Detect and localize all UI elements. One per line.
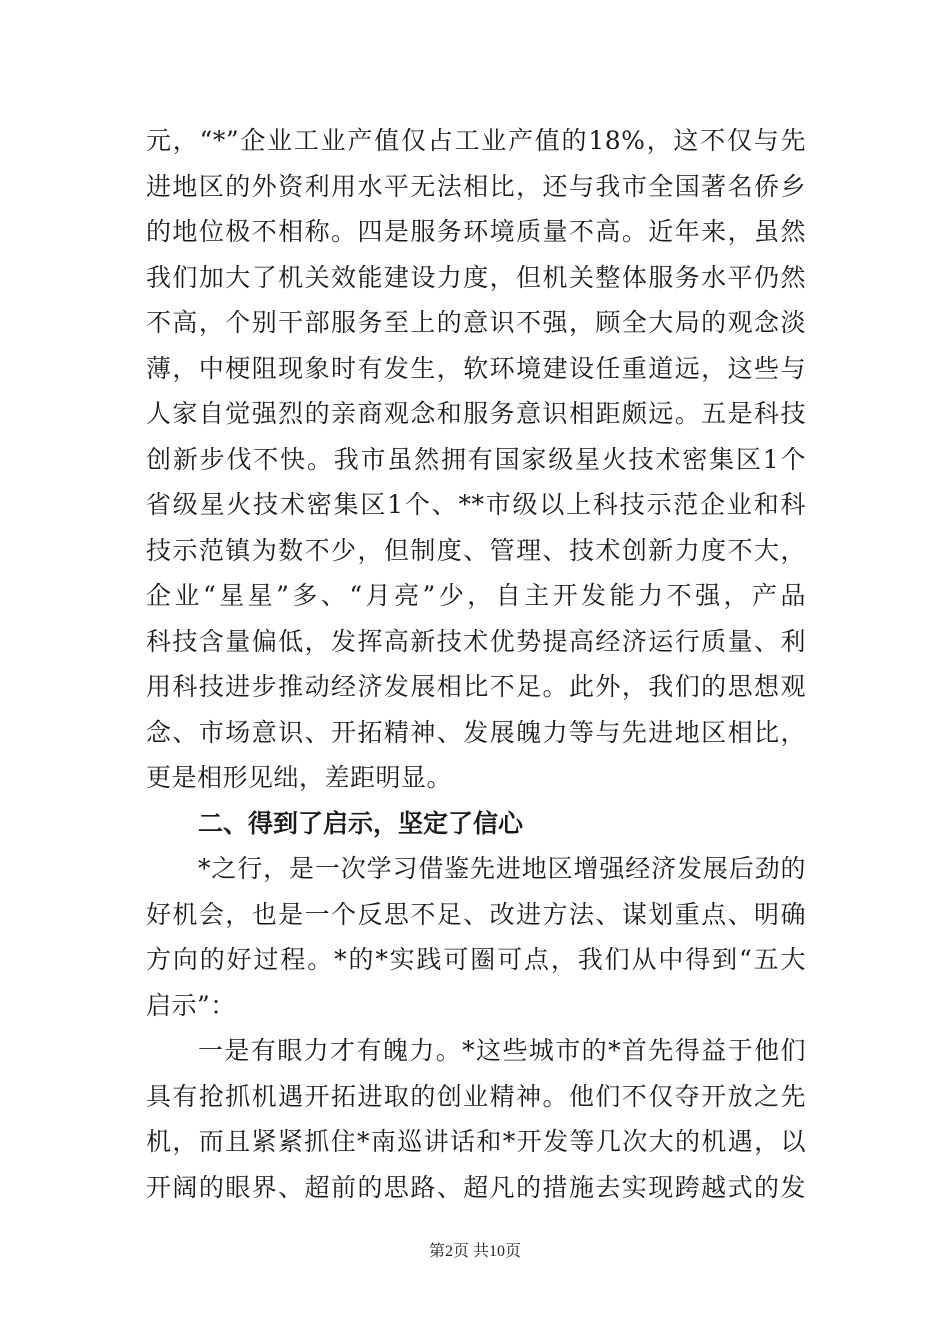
text-line: 技示范镇为数不少，但制度、管理、技术创新力度不大，	[146, 535, 806, 565]
text-line: 薄，中梗阻现象时有发生，软环境建设任重道远，这些与	[146, 353, 806, 383]
text-line: 具有抢抓机遇开拓进取的创业精神。他们不仅夺开放之先	[146, 1081, 806, 1111]
text-line: *之行，是一次学习借鉴先进地区增强经济发展后劲的	[198, 854, 806, 883]
text-line: 创新步伐不快。我市虽然拥有国家级星火技术密集区1个	[146, 444, 806, 474]
text-line: 好机会，也是一个反思不足、改进方法、谋划重点、明确	[146, 899, 806, 929]
text-line: 用科技进步推动经济发展相比不足。此外，我们的思想观	[146, 672, 806, 701]
text-line: 启示”：	[146, 990, 236, 1020]
page-number-footer: 第2页 共10页	[428, 1243, 521, 1260]
text-line: 元，“*”企业工业产值仅占工业产值的18%，这不仅与先	[146, 126, 806, 155]
document-body	[146, 118, 806, 1210]
text-line: 开阔的眼界、超前的思路、超凡的措施去实现跨越式的发	[146, 1172, 806, 1202]
text-line: 我们加大了机关效能建设力度，但机关整体服务水平仍然	[146, 262, 806, 292]
text-line: 一是有眼力才有魄力。*这些城市的*首先得益于他们	[198, 1036, 806, 1065]
text-line: 不高，个别干部服务至上的意识不强，顾全大局的观念淡	[146, 308, 806, 337]
text-line: 念、市场意识、开拓精神、发展魄力等与先进地区相比，	[146, 717, 806, 747]
text-line: 企业“星星”多、“月亮”少，自主开发能力不强，产品	[146, 581, 806, 610]
text-line: 方向的好过程。*的*实践可圈可点，我们从中得到“五大	[146, 945, 806, 974]
section-heading: 二、得到了启示，坚定了信心	[198, 808, 524, 838]
text-line: 科技含量偏低，发挥高新技术优势提高经济运行质量、利	[146, 626, 806, 656]
text-line: 机，而且紧紧抓住*南巡讲话和*开发等几次大的机遇，以	[146, 1127, 806, 1156]
text-line: 省级星火技术密集区1个、**市级以上科技示范企业和科	[146, 490, 806, 519]
text-line: 人家自觉强烈的亲商观念和服务意识相距颇远。五是科技	[146, 399, 806, 428]
text-line: 的地位极不相称。四是服务环境质量不高。近年来，虽然	[146, 217, 806, 246]
text-line: 更是相形见绌，差距明显。	[146, 763, 453, 792]
text-line: 进地区的外资利用水平无法相比，还与我市全国著名侨乡	[146, 171, 806, 201]
